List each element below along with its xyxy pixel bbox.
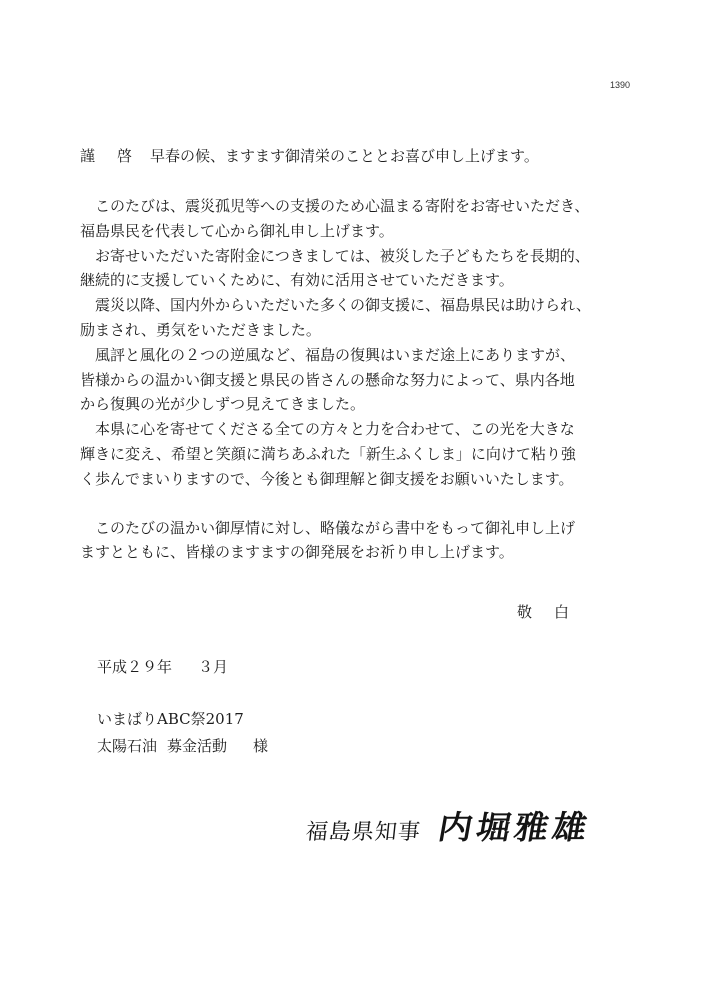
paragraph-line: 福島県民を代表して心から御礼申し上げます。 <box>80 221 394 240</box>
salutation <box>80 146 539 166</box>
recipient-event: いまばりABC祭2017 <box>97 710 244 728</box>
paragraph-line: お寄せいただいた寄附金につきましては、被災した子どもたちを長期的、 <box>80 246 590 265</box>
paragraph-new-fukushima <box>80 417 640 491</box>
signature-block <box>304 800 594 849</box>
paragraph-line: く歩んでまいりますので、今後とも御理解と御支援をお願いいたします。 <box>80 469 574 488</box>
salutation-word-2: 啓 <box>117 147 133 165</box>
paragraph-line: ますとともに、皆様のますますの御発展をお祈り申し上げます。 <box>80 543 514 562</box>
date-month: ３月 <box>198 658 229 676</box>
paragraph-line: 風評と風化の２つの逆風など、福島の復興はいまだ途上にありますが、 <box>80 345 576 364</box>
date-year: 平成２９年 <box>97 658 173 676</box>
signatory-title: 福島県知事 <box>304 820 423 845</box>
paragraph-line: 本県に心を寄せてくださる全ての方々と力を合わせて、この光を大きな <box>80 420 575 439</box>
paragraph-line: このたびは、震災孤児等への支援のため心温まる寄附をお寄せいただき、 <box>80 197 590 215</box>
paragraph-donation-use <box>80 244 640 294</box>
paragraph-line: 震災以降、国内外からいただいた多くの御支援に、福島県民は助けられ、 <box>80 296 591 315</box>
seasonal-greeting: 早春の候、ますます御清栄のこととお喜び申し上げます。 <box>150 147 539 165</box>
salutation-word-1: 謹 <box>80 147 96 165</box>
letter-date <box>97 656 228 677</box>
closing-phrase <box>517 601 569 622</box>
closing-word-1: 敬 <box>517 603 533 621</box>
paragraph-thanks <box>80 194 640 244</box>
recipient-line-2 <box>97 733 268 760</box>
paragraph-line: から復興の光が少しずつ見えてきました。 <box>80 395 366 414</box>
paragraph-line: 皆様からの温かい御支援と県民の皆さんの懸命な努力によって、県内各地 <box>80 370 575 389</box>
paragraph-line: このたびの温かい御厚情に対し、略儀ながら書中をもって御礼申し上げ <box>80 518 576 537</box>
paragraph-line: 継続的に支援していくために、有効に活用させていただきます。 <box>80 271 514 290</box>
paragraph-line: 輝きに変え、希望と笑顔に満ちあふれた「新生ふくしま」に向けて粘り強 <box>80 444 576 463</box>
letter-body <box>80 194 640 565</box>
paragraph-line: 励まされ、勇気をいただきました。 <box>80 320 321 339</box>
paragraph-recovery <box>80 343 640 417</box>
recipient-activity: 募金活動 <box>167 737 228 755</box>
recipient-block <box>97 706 268 760</box>
page-number: 1390 <box>610 80 631 90</box>
recipient-organization: 太陽石油 <box>97 737 158 755</box>
paragraph-closing-thanks <box>80 516 640 566</box>
recipient-honorific: 様 <box>253 737 269 755</box>
paragraph-support <box>80 293 640 343</box>
closing-word-2: 白 <box>554 603 570 621</box>
handwritten-signature: 内堀雅雄 <box>435 808 594 847</box>
